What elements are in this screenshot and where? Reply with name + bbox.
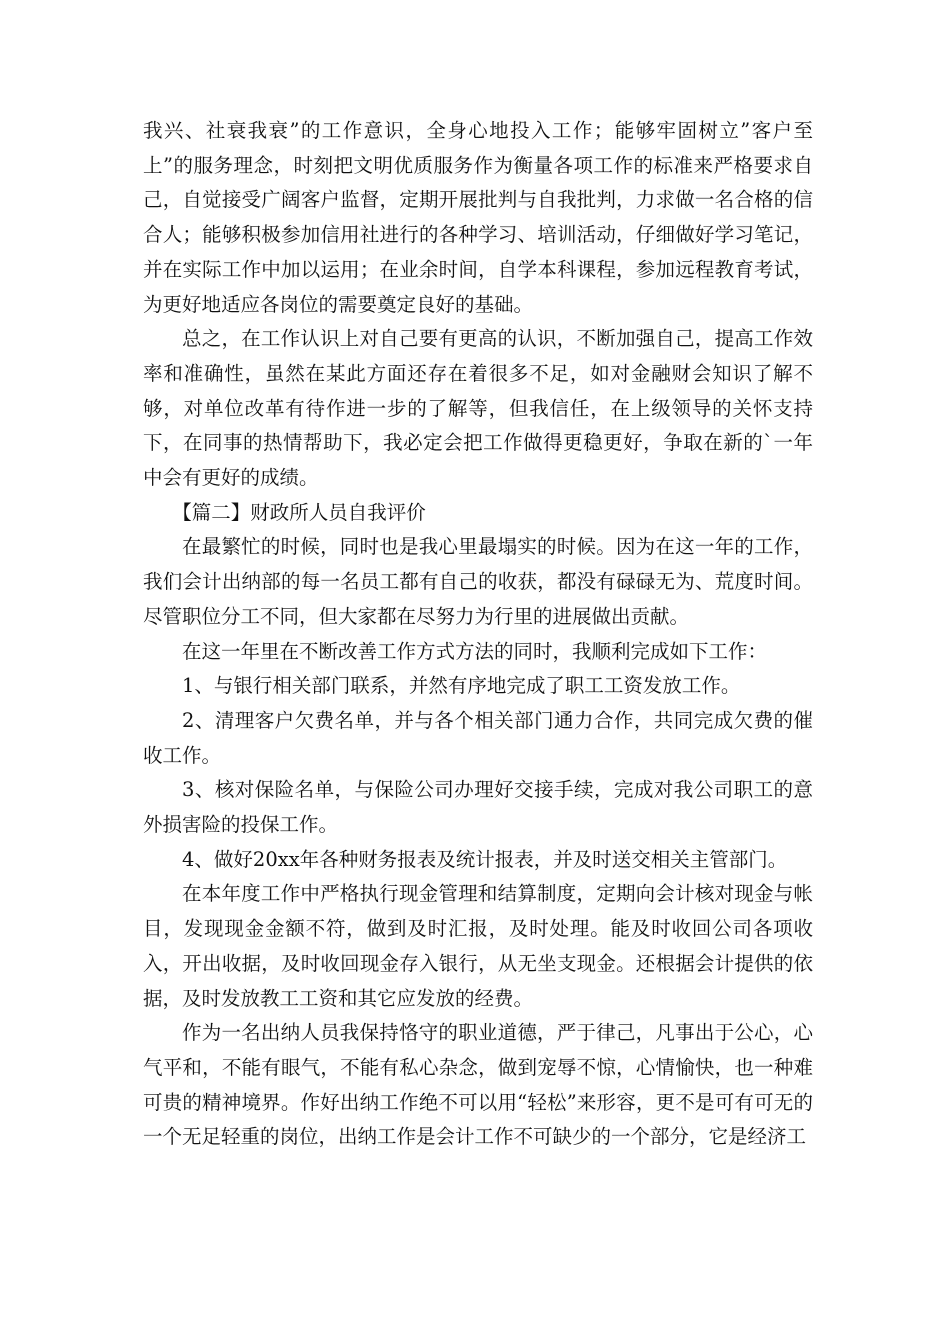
paragraph-4: 在这一年里在不断改善工作方式方法的同时，我顺利完成如下工作： xyxy=(182,639,768,663)
paragraph-2: 总之，在工作认识上对自己要有更高的认识，不断加强自己，提高工作效率和准确性，虽然在某此方面还存在着很多不足，如对金融财会知识了解不够，对单位改革有待作进一步的了解等，但我信任，在上级领导的关怀支持下，在同事的热情帮助下，我必定会把工作做得更稳更好，争取在新的`一年中会有更好的成绩。 xyxy=(143,327,813,490)
document-body xyxy=(143,114,813,1155)
paragraph-1: 我兴、社衰我衰”的工作意识，全身心地投入工作；能够牢固树立”客户至上”的服务理念，时刻把文明优质服务作为衡量各项工作的标准来严格要求自己，自觉接受广阔客户监督，定期开展批判与自我批判，力求做一名合格的信合人；能够积极参加信用社进行的各种学习、培训活动，仔细做好学习笔记，并在实际工作中加以运用；在业余时间，自学本科课程，参加远程教育考试，为更好地适应各岗位的需要奠定良好的基础。 xyxy=(143,119,813,316)
list-item-4: 4、做好20xx年各种财务报表及统计报表，并及时送交相关主管部门。 xyxy=(182,847,788,871)
list-item-1: 1、与银行相关部门联系，并然有序地完成了职工工资发放工作。 xyxy=(182,674,741,698)
list-item-3: 3、核对保险名单，与保险公司办理好交接手续，完成对我公司职工的意外损害险的投保工作。 xyxy=(143,778,813,837)
section-heading: 【篇二】财政所人员自我评价 xyxy=(172,500,426,524)
paragraph-5: 在本年度工作中严格执行现金管理和结算制度，定期向会计核对现金与帐目，发现现金金额不符，做到及时汇报，及时处理。能及时收回公司各项收入，开出收据，及时收回现金存入银行，从无坐支现金。还根据会计提供的依据，及时发放教工工资和其它应发放的经费。 xyxy=(143,882,813,1010)
paragraph-6: 作为一名出纳人员我保持恪守的职业道德，严于律己，凡事出于公心，心气平和，不能有眼气，不能有私心杂念，做到宠辱不惊，心情愉快，也一种难可贵的精神境界。作好出纳工作绝不可以用“轻松”来形容，更不是可有可无的一个无足轻重的岗位，出纳工作是会计工作不可缺少的一个部分，它是经济工 xyxy=(143,1021,813,1149)
paragraph-3: 在最繁忙的时候，同时也是我心里最塌实的时候。因为在这一年的工作，我们会计出纳部的每一名员工都有自己的收获，都没有碌碌无为、荒度时间。尽管职位分工不同，但大家都在尽努力为行里的进展做出贡献。 xyxy=(143,535,813,628)
list-item-2: 2、清理客户欠费名单，并与各个相关部门通力合作，共同完成欠费的催收工作。 xyxy=(143,708,813,767)
